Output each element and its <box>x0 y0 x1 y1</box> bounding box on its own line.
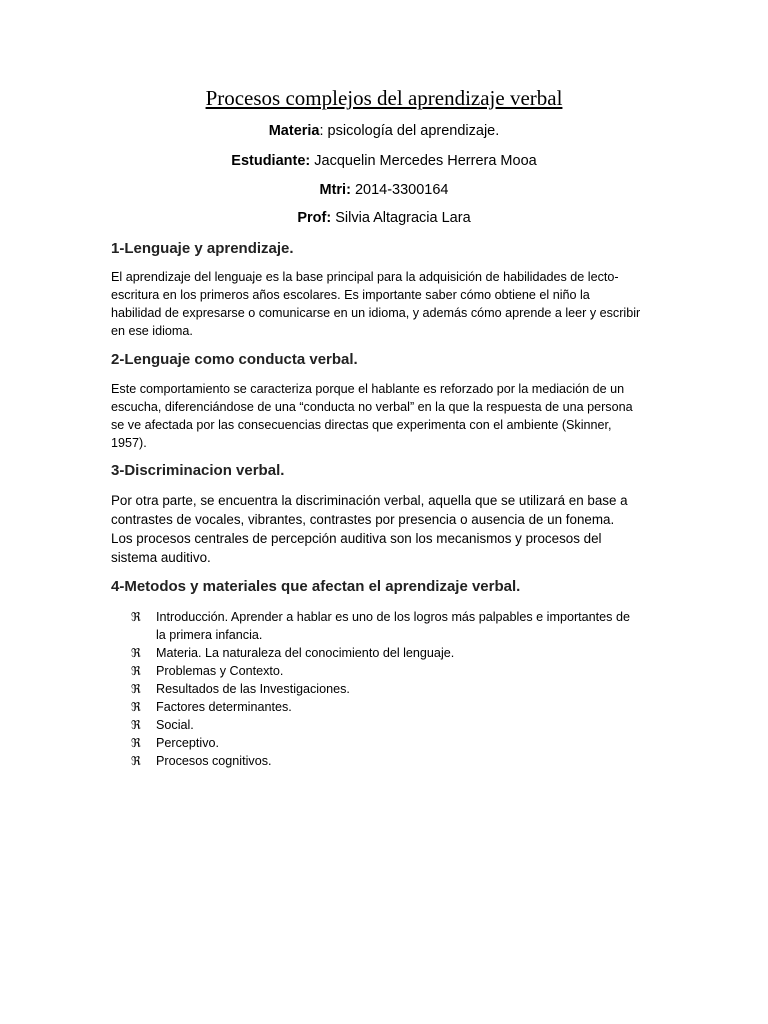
paragraph-line: Los procesos centrales de percepción auditiva son los mecanismos y procesos del <box>111 531 602 546</box>
paragraph-line: en ese idioma. <box>111 324 193 338</box>
section-heading: 2-Lenguaje como conducta verbal. <box>111 351 358 368</box>
fraktur-r-bullet-icon: ℜ <box>131 718 141 732</box>
paragraph-line: 1957). <box>111 436 147 450</box>
paragraph-line: El aprendizaje del lenguaje es la base principal para la adquisición de habilidades de lecto- <box>111 270 619 284</box>
list-item <box>131 716 661 734</box>
paragraph-line: Por otra parte, se encuentra la discriminación verbal, aquella que se utilizará en base a <box>111 493 628 508</box>
paragraph-line: Este comportamiento se caracteriza porque el hablante es reforzado por la mediación de un <box>111 382 625 396</box>
section-heading: 3-Discriminacion verbal. <box>111 462 285 479</box>
fraktur-r-bullet-icon: ℜ <box>131 754 141 768</box>
meta-estudiante <box>0 153 768 169</box>
list-item-line: Materia. La naturaleza del conocimiento del lenguaje. <box>156 646 455 660</box>
meta-label: Prof: <box>297 210 332 226</box>
fraktur-r-bullet-icon: ℜ <box>131 610 141 624</box>
meta-value: 2014-3300164 <box>350 182 449 198</box>
meta-prof <box>0 210 768 226</box>
methods-list <box>131 608 661 770</box>
fraktur-r-bullet-icon: ℜ <box>131 646 141 660</box>
list-item-line: Procesos cognitivos. <box>156 754 272 768</box>
paragraph-line: escucha, diferenciándose de una “conducta no verbal” en la que la respuesta de una persona <box>111 400 633 414</box>
section-paragraph <box>111 268 659 340</box>
fraktur-r-bullet-icon: ℜ <box>131 682 141 696</box>
fraktur-r-bullet-icon: ℜ <box>131 700 141 714</box>
meta-value: Silvia Altagracia Lara <box>331 210 471 226</box>
list-item-line: Problemas y Contexto. <box>156 664 284 678</box>
meta-label: Mtri: <box>319 182 351 198</box>
section-paragraph <box>111 380 659 452</box>
section-paragraph <box>111 491 659 567</box>
section-heading: 1-Lenguaje y aprendizaje. <box>111 240 294 257</box>
list-item <box>131 734 661 752</box>
paragraph-line: contrastes de vocales, vibrantes, contrastes por presencia o ausencia de un fonema. <box>111 512 615 527</box>
list-item-line: Resultados de las Investigaciones. <box>156 682 350 696</box>
paragraph-line: habilidad de expresarse o comunicarse en un idioma, y además cómo aprende a leer y escribir <box>111 306 641 320</box>
paragraph-line: se ve afectada por las consecuencias directas que experimenta con el ambiente (Skinner, <box>111 418 612 432</box>
paragraph-line: sistema auditivo. <box>111 550 211 565</box>
meta-value: : psicología del aprendizaje. <box>319 123 500 139</box>
list-item-line: Introducción. Aprender a hablar es uno de los logros más palpables e importantes de <box>156 610 630 624</box>
list-item <box>131 662 661 680</box>
fraktur-r-bullet-icon: ℜ <box>131 664 141 678</box>
fraktur-r-bullet-icon: ℜ <box>131 736 141 750</box>
meta-value: Jacquelin Mercedes Herrera Mooa <box>310 153 537 169</box>
section-heading: 4-Metodos y materiales que afectan el aprendizaje verbal. <box>111 578 521 595</box>
paragraph-line: escritura en los primeros años escolares. Es importante saber cómo obtiene el niño la <box>111 288 590 302</box>
document-title: Procesos complejos del aprendizaje verbal <box>205 86 563 110</box>
meta-label: Estudiante: <box>231 153 311 169</box>
list-item <box>131 608 661 644</box>
meta-materia <box>0 123 768 139</box>
list-item-line: Perceptivo. <box>156 736 219 750</box>
list-item <box>131 680 661 698</box>
list-item-line: la primera infancia. <box>156 628 263 642</box>
list-item-line: Factores determinantes. <box>156 700 292 714</box>
meta-label: Materia <box>268 123 320 139</box>
list-item <box>131 752 661 770</box>
list-item-line: Social. <box>156 718 194 732</box>
meta-mtri <box>0 182 768 198</box>
list-item <box>131 644 661 662</box>
list-item <box>131 698 661 716</box>
